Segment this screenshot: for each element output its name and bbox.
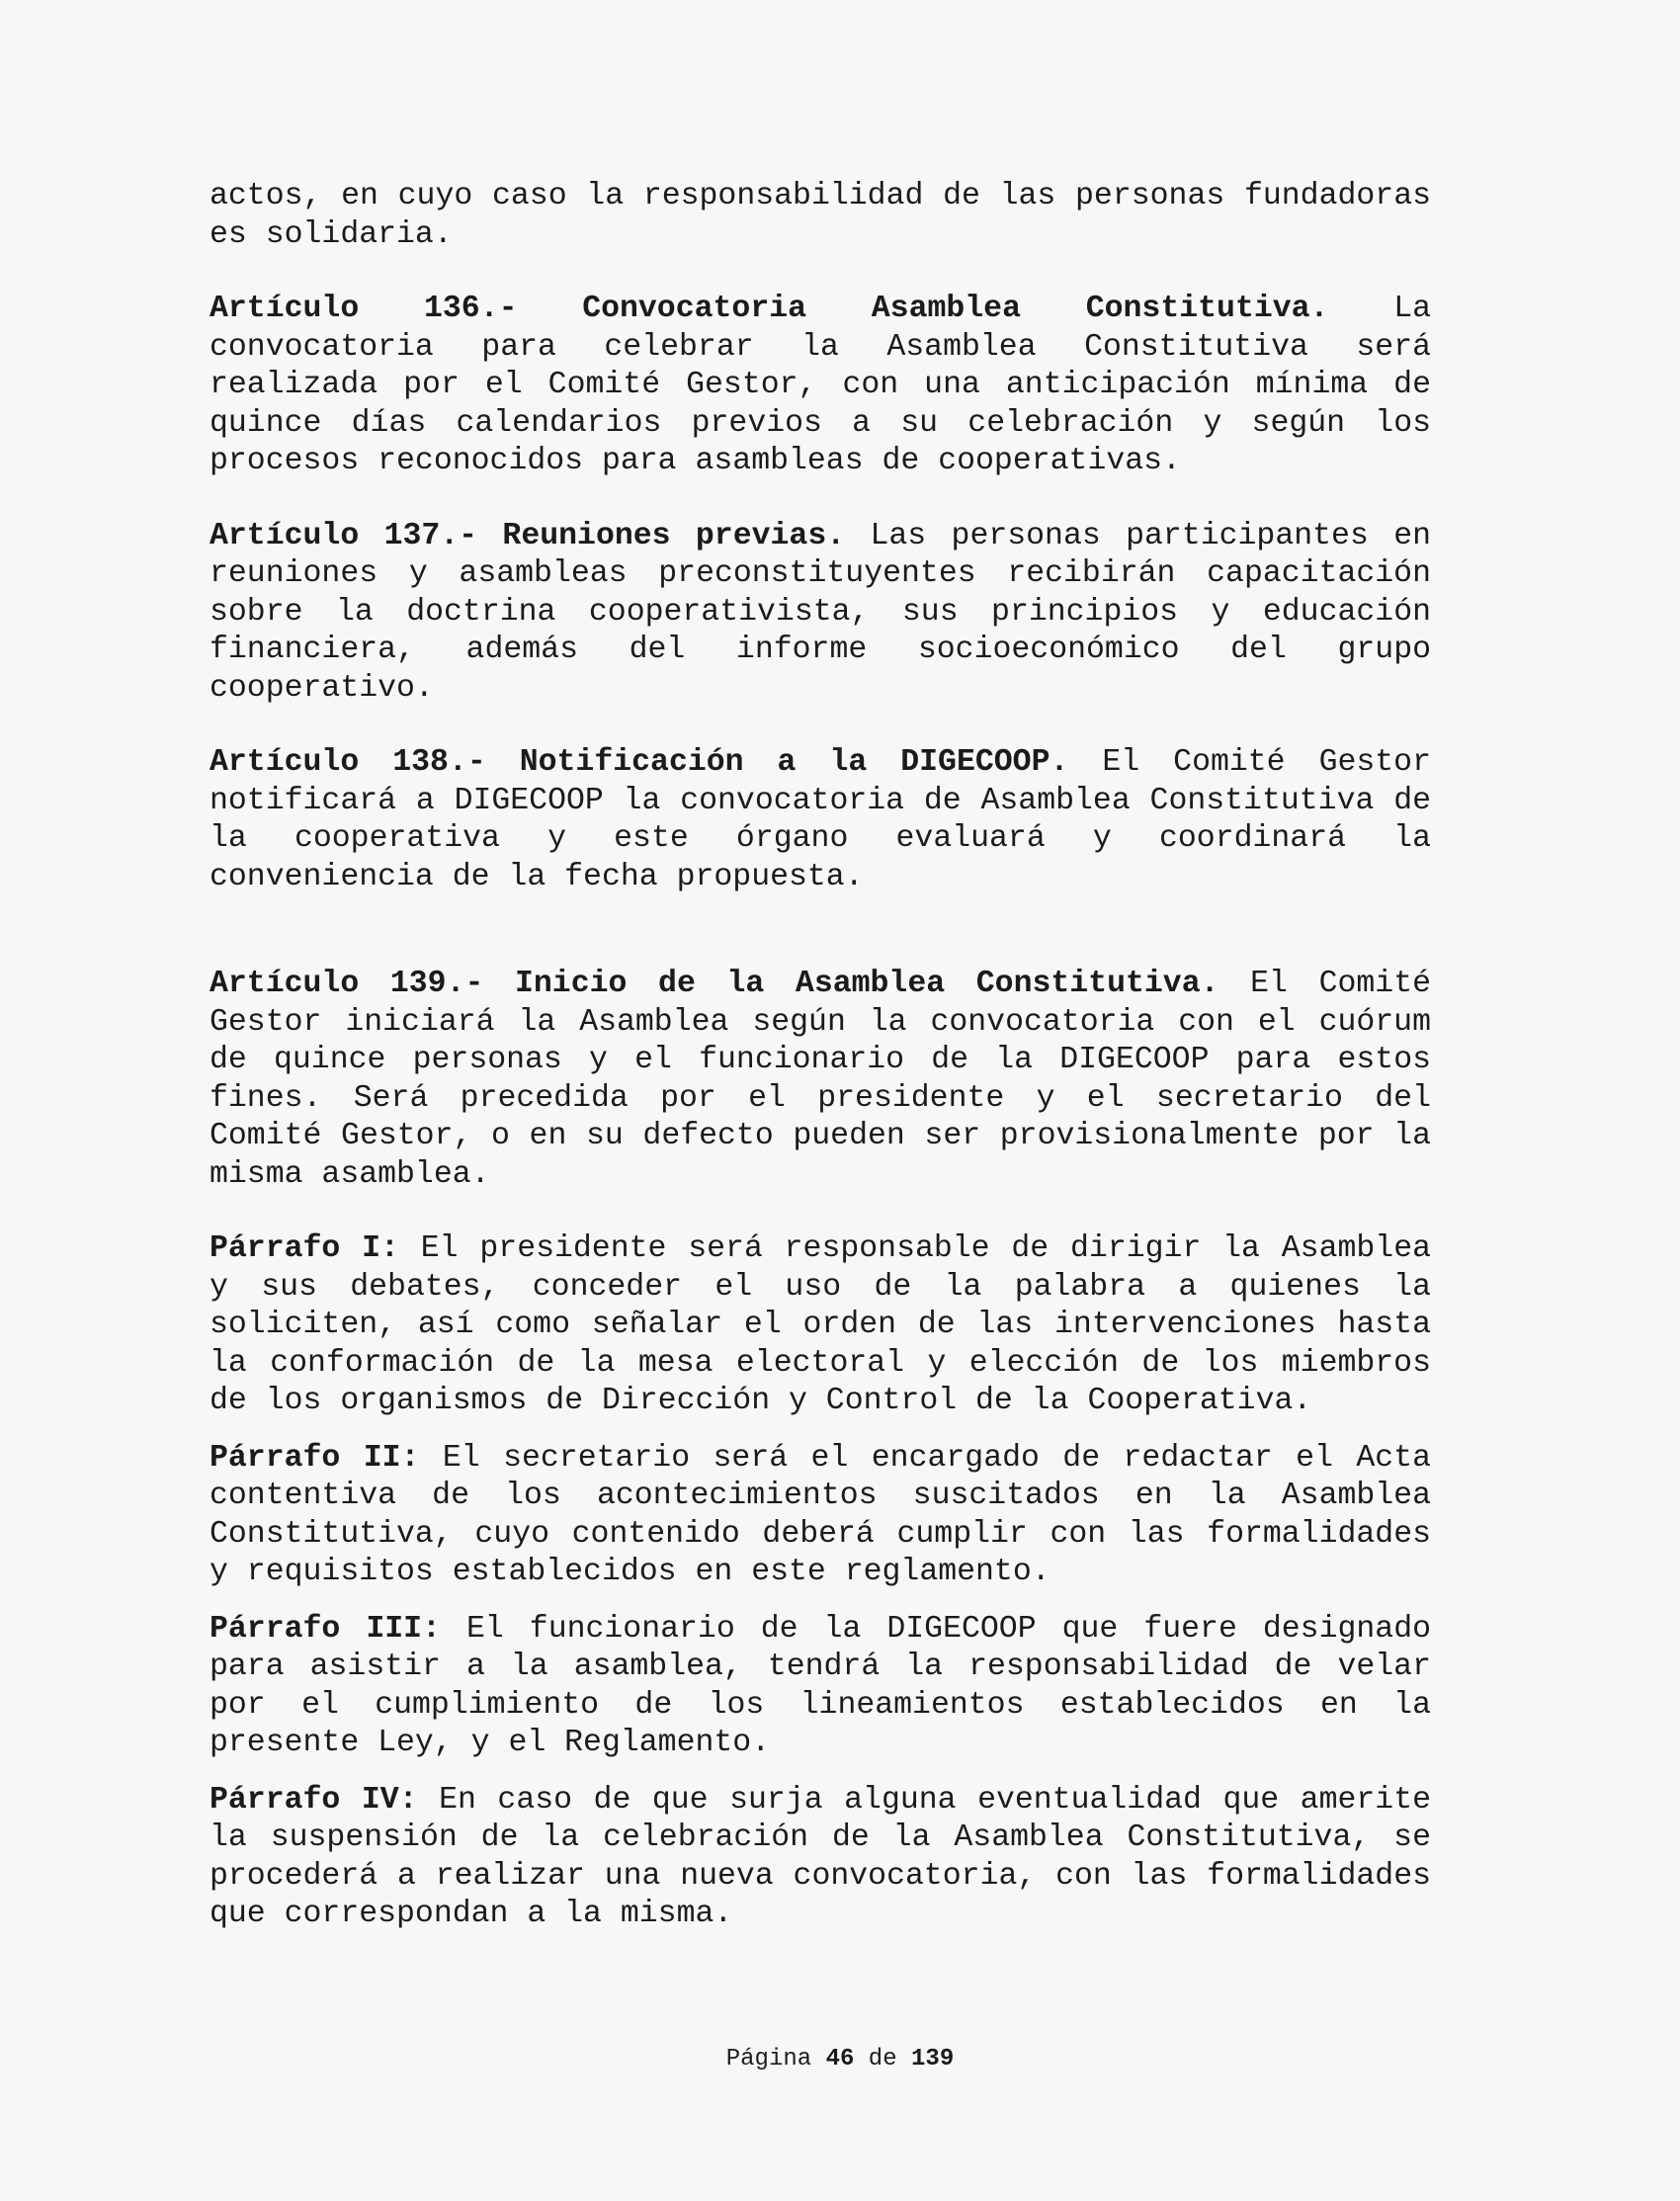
paragraph-i [210, 1230, 1431, 1421]
intro-paragraph: actos, en cuyo caso la responsabilidad de las personas fundadoras es solidaria. [210, 179, 1431, 252]
article-text: El Comité Gestor iniciará la Asamblea según la convocatoria con el cuórum de quince personas y el funcionario de la DIGECOOP para estos fines. Será precedida por el presidente y el secretario del Comité Gestor, o en su defecto pueden ser provisionalmente por la misma asamblea. [210, 967, 1431, 1192]
article-136 [210, 291, 1431, 481]
document-body [210, 178, 1431, 1934]
paragraph-text: El secretario será el encargado de redactar el Acta contentiva de los acontecimientos suscitados en la Asamblea Constitutiva, cuyo contenido deberá cumplir con las formalidades y requisitos establecidos en este reglamento. [210, 1440, 1431, 1589]
article-137 [210, 518, 1431, 709]
page-label: Página [725, 2046, 812, 2073]
article-text: El Comité Gestor notificará a DIGECOOP la convocatoria de Asamblea Constitutiva de la cooperativa y este órgano evaluará y coordinará la conveniencia de la fecha propuesta. [210, 745, 1431, 894]
page-total: 139 [911, 2046, 955, 2073]
paragraph-ii [210, 1440, 1431, 1592]
article-text: Las personas participantes en reuniones y asambleas preconstituyentes recibirán capacitación sobre la doctrina cooperativista, sus principios y educación financiera, además del informe socioeconómico del grupo cooperativo. [210, 518, 1432, 706]
page-separator: de [868, 2046, 897, 2073]
article-text: La convocatoria para celebrar la Asamblea Constitutiva será realizada por el Comité Gestor, con una anticipación mínima de quince días calendarios previos a su celebración y según los procesos reconocidos para asambleas de cooperativas. [210, 292, 1432, 478]
paragraph-text: El presidente será responsable de dirigir la Asamblea y sus debates, conceder el uso de la palabra a quienes la soliciten, así como señalar el orden de las intervenciones hasta la conformación de la mesa electoral y elección de los miembros de los organismos de Dirección y Control de la Cooperativa. [210, 1231, 1431, 1418]
paragraph-iii [210, 1611, 1431, 1763]
article-heading: Artículo 137.- Reuniones previas. [210, 518, 846, 553]
paragraph-iv [210, 1782, 1431, 1934]
paragraph-heading: Párrafo III: [210, 1611, 441, 1647]
article-heading: Artículo 138.- Notificación a la DIGECOOP. [210, 745, 1069, 780]
article-138 [210, 744, 1431, 896]
paragraph-text: En caso de que surja alguna eventualidad que amerite la suspensión de la celebración de la Asamblea Constitutiva, se procederá a realizar una nueva convocatoria, con las formalidades que correspondan a la misma. [210, 1782, 1431, 1931]
article-heading: Artículo 136.- Convocatoria Asamblea Constitutiva. [210, 292, 1329, 326]
page-number: 46 [825, 2046, 855, 2073]
paragraph-text: El funcionario de la DIGECOOP que fuere designado para asistir a la asamblea, tendrá la responsabilidad de velar por el cumplimiento de los lineamientos establecidos en la presente Ley, y el Reglamento. [210, 1611, 1431, 1760]
paragraph-heading: Párrafo IV: [210, 1782, 418, 1818]
page-footer [0, 2046, 1680, 2073]
paragraph-heading: Párrafo I: [210, 1231, 399, 1266]
article-139 [210, 966, 1431, 1194]
paragraph-heading: Párrafo II: [210, 1440, 420, 1476]
article-heading: Artículo 139.- Inicio de la Asamblea Constitutiva. [210, 967, 1219, 1001]
